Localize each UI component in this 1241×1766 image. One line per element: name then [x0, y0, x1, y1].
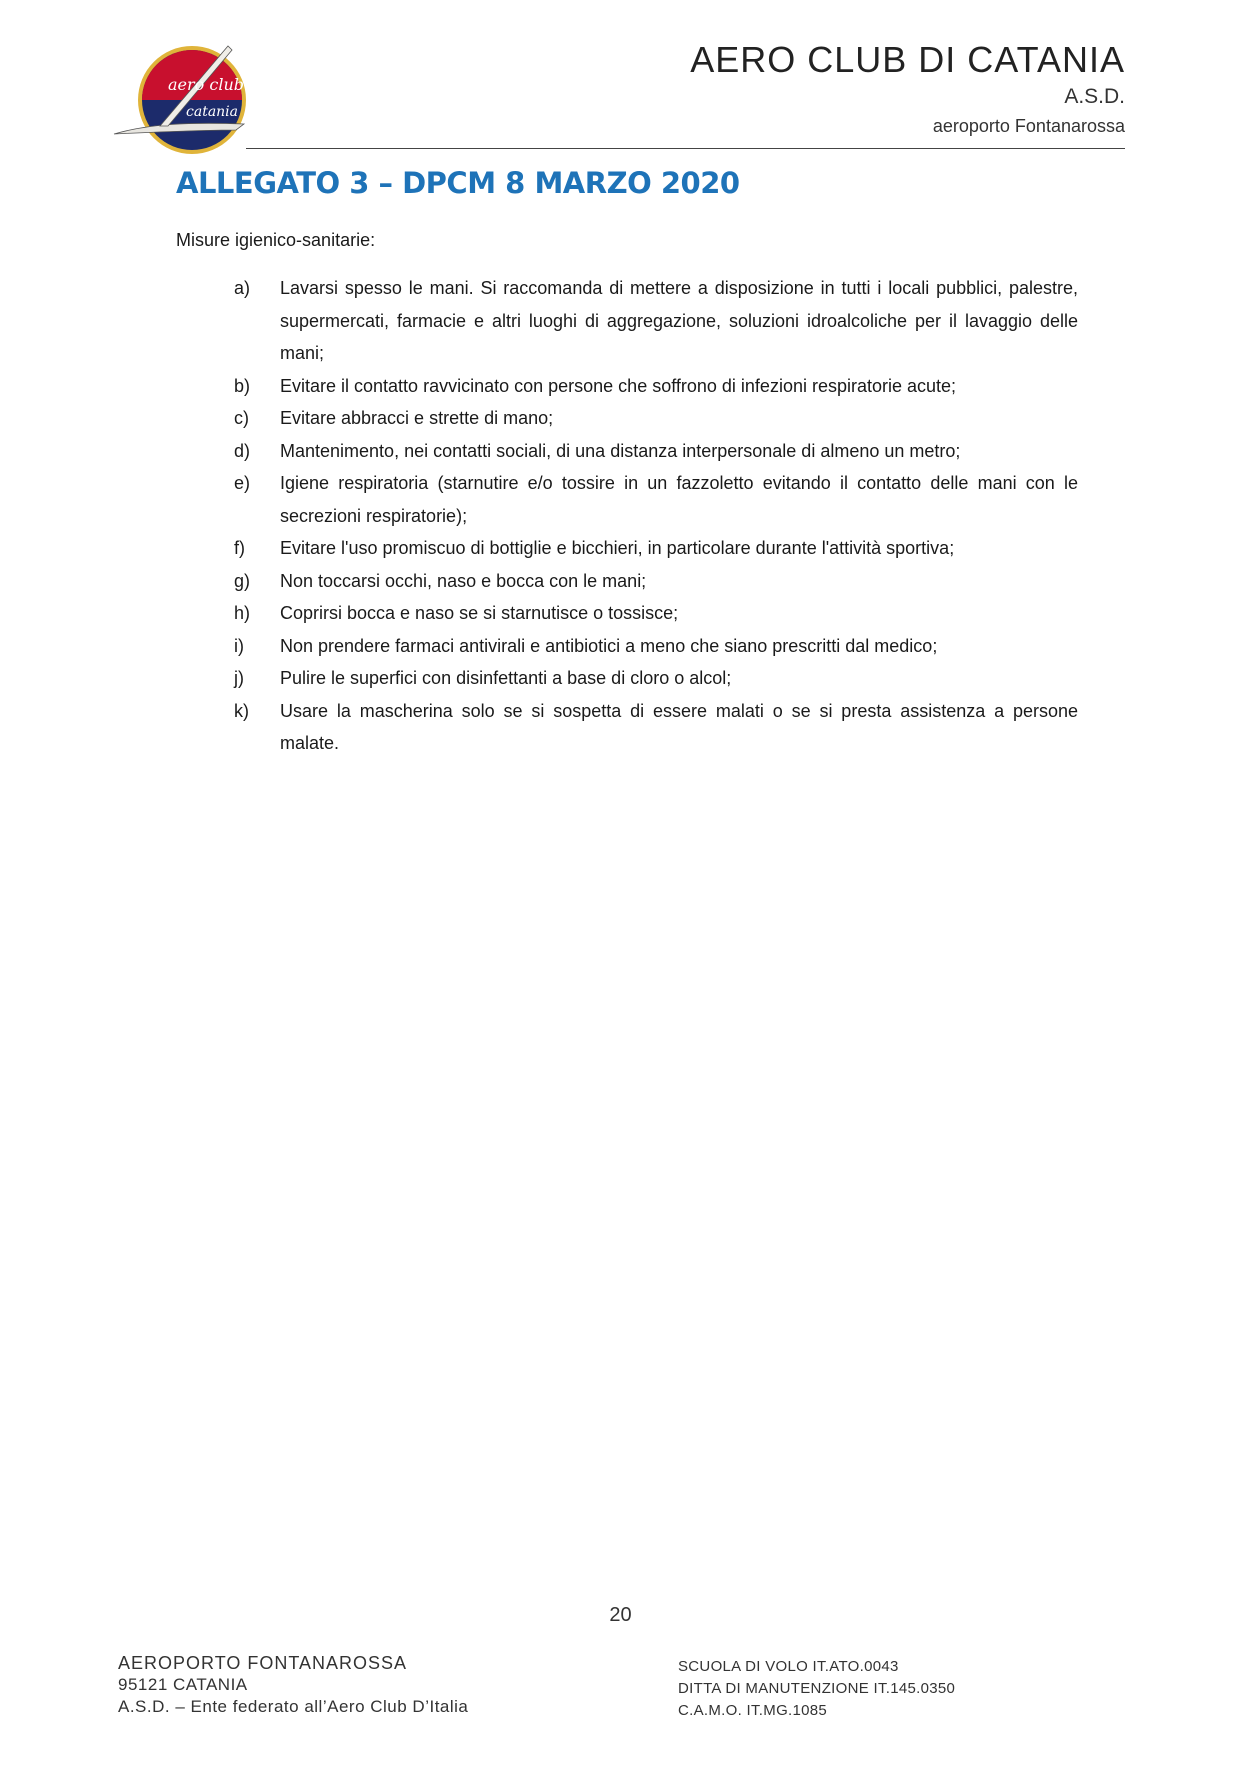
list-item-letter: d)	[234, 440, 251, 461]
list-item-letter: j)	[234, 668, 244, 688]
list-item-letter: h)	[234, 603, 251, 623]
page-number: 20	[609, 1604, 632, 1626]
org-location: aeroporto Fontanarossa	[932, 116, 1125, 136]
org-type: A.S.D.	[1064, 85, 1125, 108]
list-item-letter: b)	[234, 375, 251, 396]
list-item	[232, 565, 1078, 598]
list-item-text: Evitare abbracci e strette di mano;	[280, 408, 554, 428]
list-item	[232, 435, 1078, 468]
list-item-text: Lavarsi spesso le mani. Si raccomanda di mettere a disposizione in tutti i locali pubblici, palestre, supermercati, farmacie e altri luoghi di aggregazione, soluzioni idroalcoliche per il lavaggio delle mani;	[280, 278, 1078, 363]
footer-maintenance: DITTA DI MANUTENZIONE IT.145.0350	[678, 1680, 956, 1697]
list-item	[232, 662, 1078, 695]
intro-text: Misure igienico-sanitarie:	[176, 230, 376, 250]
document-title: ALLEGATO 3 – DPCM 8 MARZO 2020	[176, 166, 740, 200]
org-name: AERO CLUB DI CATANIA	[690, 39, 1125, 80]
list-item	[232, 695, 1078, 760]
list-item-text: Usare la mascherina solo se si sospetta di essere malati o se si presta assistenza a persone malate.	[280, 700, 1078, 753]
letterhead	[690, 38, 1125, 138]
list-item	[232, 597, 1078, 630]
list-item	[232, 467, 1078, 532]
logo-text-catania: catania	[186, 104, 239, 120]
list-item-letter: i)	[234, 635, 244, 656]
list-item	[232, 402, 1078, 435]
aero-club-catania-logo	[108, 38, 258, 156]
list-item-letter: e)	[234, 473, 251, 493]
footer-airport: AEROPORTO FONTANAROSSA	[118, 1653, 408, 1673]
footer-federation: A.S.D. – Ente federato all’Aero Club D’Italia	[118, 1697, 469, 1716]
list-item-text: Coprirsi bocca e naso se si starnutisce o tossisce;	[280, 603, 679, 623]
list-item	[232, 630, 1078, 663]
list-item-text: Mantenimento, nei contatti sociali, di una distanza interpersonale di almeno un metro;	[280, 440, 961, 461]
footer-address	[118, 1652, 468, 1718]
logo-text-aero-club: aero club	[168, 75, 244, 94]
list-item-letter: f)	[234, 538, 245, 558]
header-divider	[246, 148, 1125, 149]
list-item-text: Igiene respiratoria (starnutire e/o tossire in un fazzoletto evitando il contatto delle mani con le secrezioni respiratorie);	[280, 473, 1078, 526]
list-item-letter: g)	[234, 570, 251, 591]
list-item	[232, 370, 1078, 403]
list-item-text: Non toccarsi occhi, naso e bocca con le mani;	[280, 570, 647, 591]
footer-camo: C.A.M.O. IT.MG.1085	[678, 1702, 828, 1719]
footer-city: 95121 CATANIA	[118, 1675, 248, 1694]
measures-list	[232, 272, 1078, 760]
footer-flight-school: SCUOLA DI VOLO IT.ATO.0043	[678, 1658, 899, 1675]
list-item-text: Non prendere farmaci antivirali e antibiotici a meno che siano prescritti dal medico;	[280, 635, 938, 656]
footer-certifications	[678, 1656, 955, 1722]
list-item-letter: a)	[234, 278, 251, 298]
list-item-text: Pulire le superfici con disinfettanti a base di cloro o alcol;	[280, 668, 732, 688]
list-item	[232, 532, 1078, 565]
list-item	[232, 272, 1078, 370]
list-item-text: Evitare il contatto ravvicinato con persone che soffrono di infezioni respiratorie acute;	[280, 375, 957, 396]
list-item-letter: c)	[234, 408, 249, 428]
list-item-letter: k)	[234, 700, 249, 721]
list-item-text: Evitare l'uso promiscuo di bottiglie e bicchieri, in particolare durante l'attività sportiva;	[280, 538, 955, 558]
